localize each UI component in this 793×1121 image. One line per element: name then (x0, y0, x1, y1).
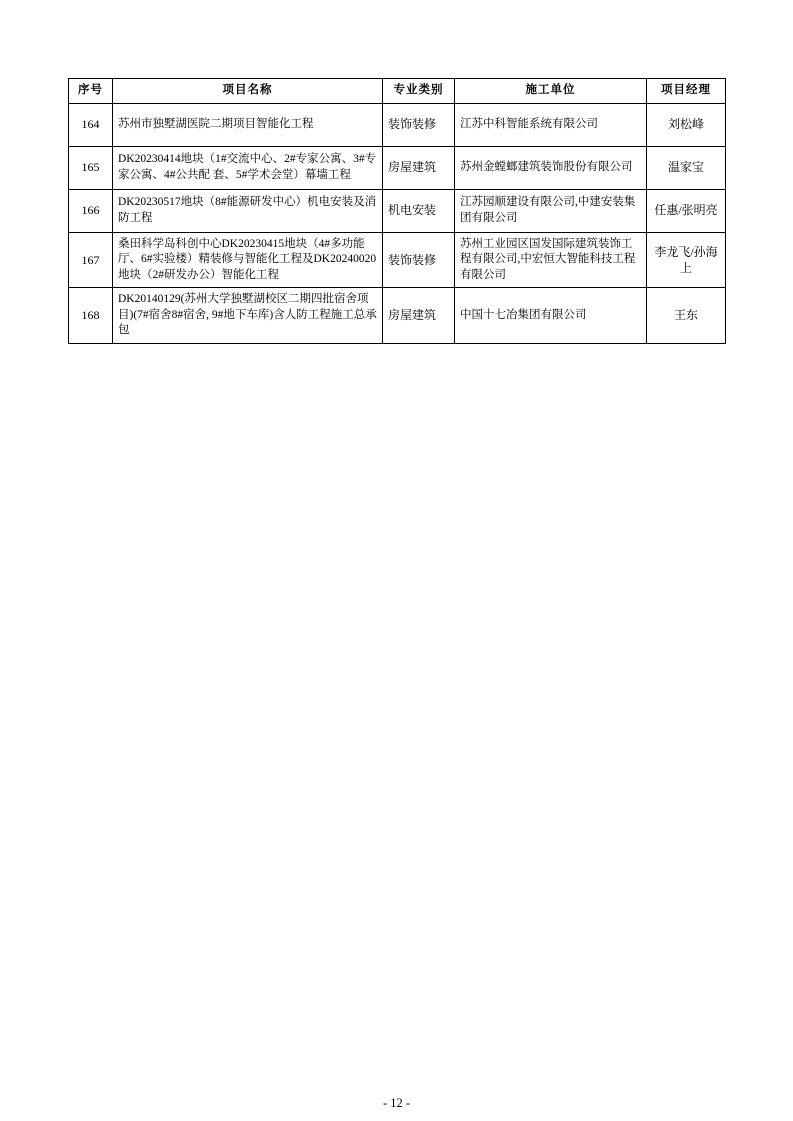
project-table (68, 78, 726, 344)
cell-contractor: 中国十七冶集团有限公司 (455, 288, 647, 344)
cell-category: 房屋建筑 (383, 146, 455, 189)
cell-serial: 167 (69, 232, 113, 288)
cell-category: 房屋建筑 (383, 288, 455, 344)
cell-project-name: DK20230414地块（1#交流中心、2#专家公寓、3#专家公寓、4#公共配 套、5#学术会堂）幕墙工程 (113, 146, 383, 189)
cell-contractor: 江苏园顺建设有限公司,中建安装集团有限公司 (455, 189, 647, 232)
table-header-row (69, 79, 726, 104)
cell-category: 装饰装修 (383, 232, 455, 288)
cell-manager: 任惠/张明亮 (647, 189, 726, 232)
header-cell-contractor: 施工单位 (455, 79, 647, 104)
header-cell-category: 专业类别 (383, 79, 455, 104)
cell-contractor: 江苏中科智能系统有限公司 (455, 103, 647, 146)
cell-serial: 166 (69, 189, 113, 232)
cell-manager: 温家宝 (647, 146, 726, 189)
cell-manager: 王东 (647, 288, 726, 344)
cell-serial: 165 (69, 146, 113, 189)
table-body (69, 103, 726, 343)
table-header (69, 79, 726, 104)
header-cell-project-name: 项目名称 (113, 79, 383, 104)
cell-project-name: 苏州市独墅湖医院二期项目智能化工程 (113, 103, 383, 146)
cell-serial: 164 (69, 103, 113, 146)
table-row (69, 103, 726, 146)
cell-contractor: 苏州工业园区国发国际建筑装饰工程有限公司,中宏恒大智能科技工程有限公司 (455, 232, 647, 288)
cell-manager: 李龙飞/孙海上 (647, 232, 726, 288)
cell-category: 装饰装修 (383, 103, 455, 146)
cell-contractor: 苏州金螳螂建筑装饰股份有限公司 (455, 146, 647, 189)
project-table-container (68, 78, 725, 344)
cell-project-name: DK20140129(苏州大学独墅湖校区二期四批宿舍项目)(7#宿舍8#宿舍, 9#地下车库)含人防工程施工总承包 (113, 288, 383, 344)
table-row (69, 232, 726, 288)
cell-project-name: 桑田科学岛科创中心DK20230415地块（4#多功能厅、6#实验楼）精装修与智能化工程及DK20240020地块（2#研发办公）智能化工程 (113, 232, 383, 288)
header-cell-manager: 项目经理 (647, 79, 726, 104)
cell-serial: 168 (69, 288, 113, 344)
cell-category: 机电安装 (383, 189, 455, 232)
cell-manager: 刘松峰 (647, 103, 726, 146)
table-row (69, 189, 726, 232)
header-cell-serial: 序号 (69, 79, 113, 104)
page-number: - 12 - (382, 1096, 411, 1110)
table-row (69, 288, 726, 344)
table-row (69, 146, 726, 189)
cell-project-name: DK20230517地块（8#能源研发中心）机电安装及消防工程 (113, 189, 383, 232)
